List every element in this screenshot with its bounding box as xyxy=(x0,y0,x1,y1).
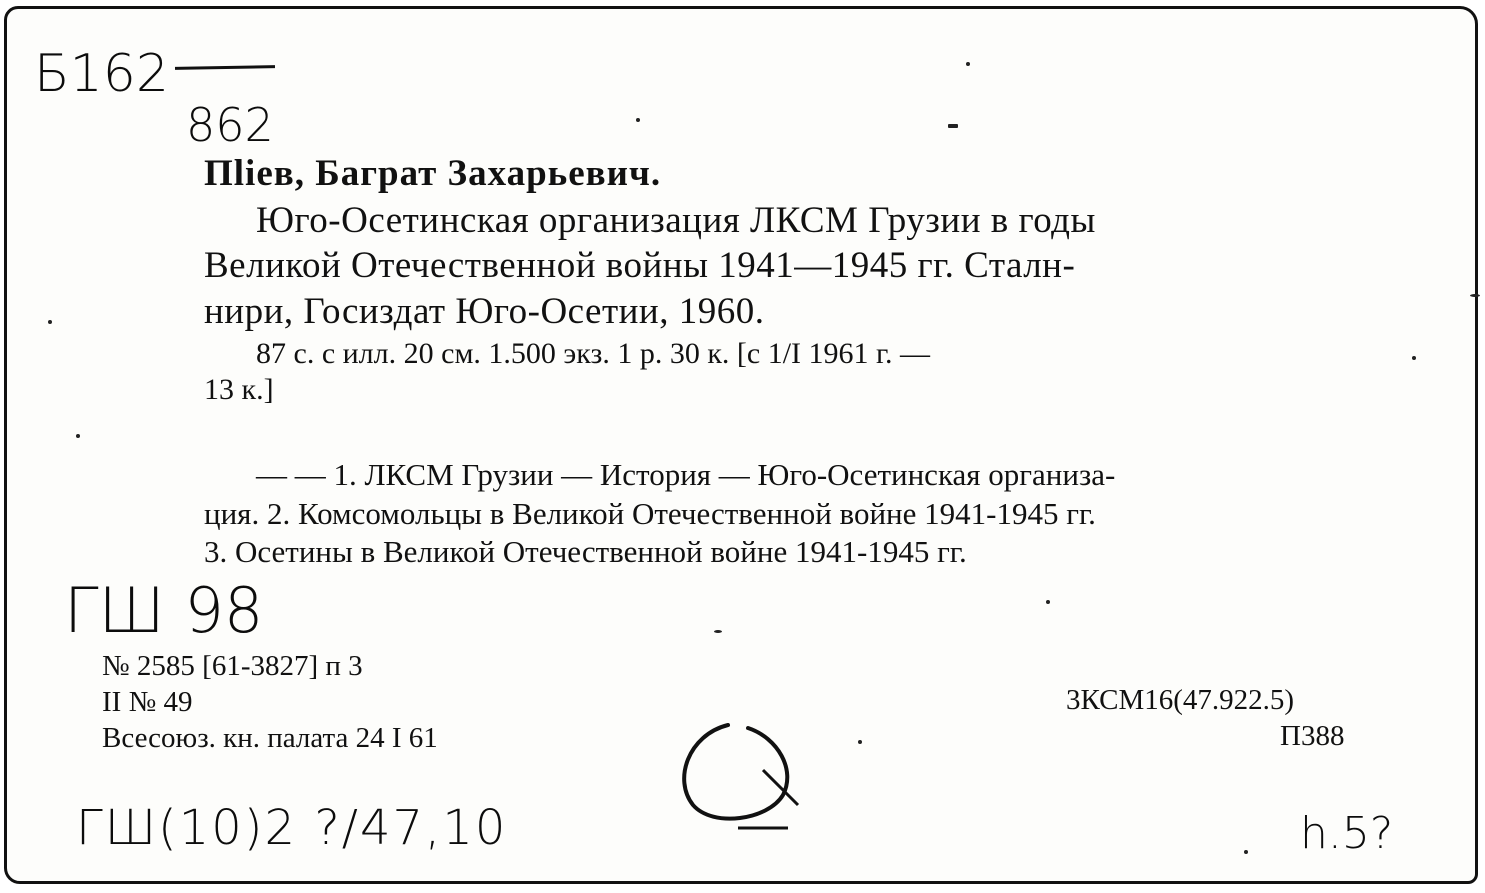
scan-speck xyxy=(76,434,80,438)
classification-code: 3КСМ16(47.922.5) xyxy=(1066,684,1295,716)
title-line-2: Великой Отечественной войны 1941—1945 гг. Сталн- xyxy=(204,245,1076,286)
subject-line-1: — — 1. ЛКСМ Грузии — История — Юго-Осетинская организа- xyxy=(256,457,1116,492)
author-heading: Пliев, Баграт Захарьевич. xyxy=(204,153,662,194)
scan-speck xyxy=(1412,356,1416,360)
scan-speck xyxy=(1244,850,1248,854)
subject-line-3: 3. Осетины в Великой Отечественной войне 1941-1945 гг. xyxy=(204,534,967,569)
title-line-1: Юго-Осетинская организация ЛКСМ Грузии в годы xyxy=(256,200,1096,241)
shelf-mark-top: Б162 xyxy=(34,44,169,104)
handwritten-code-mid: ГШ 98 xyxy=(64,574,264,647)
volume-number: II № 49 xyxy=(102,686,193,718)
scan-speck xyxy=(636,118,640,122)
title-line-3: ниpи, Госиздат Юго-Осетии, 1960. xyxy=(204,291,765,332)
scan-speck xyxy=(1470,294,1480,297)
round-stamp-mark xyxy=(668,710,828,850)
author-mark: П388 xyxy=(1280,720,1345,752)
physical-description-line-2: 13 к.] xyxy=(204,373,274,406)
card-number: № 2585 [61-3827] п 3 xyxy=(102,650,363,682)
handwritten-code-bottom: ГШ(10)2 ?/47,10 xyxy=(76,800,508,856)
scan-speck xyxy=(948,124,958,128)
subject-line-2: ция. 2. Комсомольцы в Великой Отечественной войне 1941-1945 гг. xyxy=(204,496,1096,531)
chamber-imprint: Всесоюз. кн. палата 24 I 61 xyxy=(102,722,438,754)
scan-speck xyxy=(48,320,52,324)
scan-speck xyxy=(1046,600,1050,604)
scan-speck xyxy=(858,740,862,744)
scan-speck xyxy=(714,630,722,633)
handwritten-corner-mark: h.5? xyxy=(1300,808,1394,859)
scan-speck xyxy=(966,62,970,66)
physical-description-line-1: 87 с. с илл. 20 см. 1.500 экз. 1 р. 30 к. [с 1/I 1961 г. — xyxy=(256,337,930,370)
shelf-mark-bottom: 862 xyxy=(186,98,274,152)
